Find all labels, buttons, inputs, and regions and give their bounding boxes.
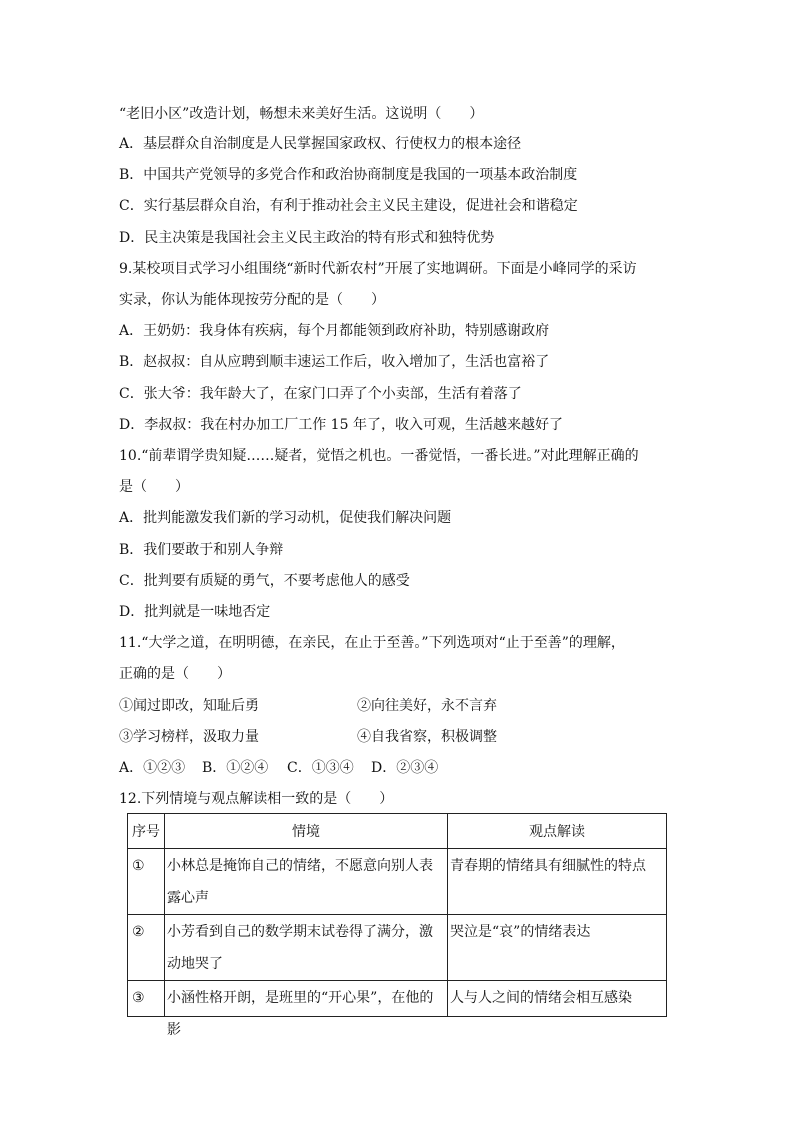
- table-row: [128, 849, 667, 915]
- q10-stem-line1: 10.“前辈谓学贵知疑……疑者，觉悟之机也。一番觉悟，一番长进。”对此理解正确的: [119, 448, 639, 464]
- q10-option-d: D．批判就是一味地否定: [119, 604, 271, 620]
- header-number: 序号: [128, 814, 165, 849]
- q10-stem-line2: 是（ ）: [119, 479, 189, 495]
- row-number: ②: [128, 915, 165, 981]
- row-number: ③: [128, 981, 165, 1017]
- row-number: ①: [128, 849, 165, 915]
- q11-answer-a: A．①②③: [119, 760, 186, 776]
- row-view: 哭泣是“哀”的情绪表达: [448, 915, 667, 981]
- table-header-row: [128, 814, 667, 849]
- q12-stem: 12.下列情境与观点解读相一致的是（ ）: [119, 791, 394, 807]
- q11-item-1: ①闻过即改，知耻后勇: [119, 698, 259, 714]
- q9-option-a: A．王奶奶：我身体有疾病，每个月都能领到政府补助，特别感谢政府: [119, 323, 550, 339]
- q9-stem-line2: 实录，你认为能体现按劳分配的是（ ）: [119, 292, 385, 308]
- q11-answer-c: C．①③④: [287, 760, 354, 776]
- q9-option-c: C．张大爷：我年龄大了，在家门口弄了个小卖部，生活有着落了: [119, 386, 522, 402]
- table-row: [128, 981, 667, 1017]
- q8-option-c: C．实行基层群众自治，有利于推动社会主义民主建设，促进社会和谐稳定: [119, 198, 578, 214]
- q12-table: [127, 813, 667, 1038]
- row-scene: [165, 981, 448, 1038]
- row-view: 人与人之间的情绪会相互感染: [448, 981, 667, 1017]
- q9-option-d: D．李叔叔：我在村办加工厂工作 15 年了，收入可观，生活越来越好了: [119, 417, 563, 433]
- q8-option-a: A．基层群众自治制度是人民掌握国家政权、行使权力的根本途径: [119, 136, 522, 152]
- q11-answer-d: D．②③④: [371, 760, 439, 776]
- row-scene: 小林总是掩饰自己的情绪，不愿意向别人表露心声: [165, 849, 448, 915]
- q11-item-2: ②向往美好，永不言弃: [357, 698, 497, 714]
- q10-option-b: B．我们要敢于和别人争辩: [119, 542, 284, 558]
- q8-stem-continuation: “老旧小区”改造计划，畅想未来美好生活。这说明（ ）: [119, 106, 484, 122]
- q11-answer-b: B．①②④: [202, 760, 269, 776]
- q10-option-c: C．批判要有质疑的勇气，不要考虑他人的感受: [119, 573, 410, 589]
- q10-option-a: A．批判能激发我们新的学习动机，促使我们解决问题: [119, 510, 452, 526]
- table-row: [128, 915, 667, 981]
- q11-item-3: ③学习榜样，汲取力量: [119, 729, 259, 745]
- row-scene: 小芳看到自己的数学期末试卷得了满分，激动地哭了: [165, 915, 448, 981]
- q11-stem-line2: 正确的是（ ）: [119, 666, 231, 682]
- header-scene: 情境: [165, 814, 448, 849]
- q8-option-d: D．民主决策是我国社会主义民主政治的特有形式和独特优势: [119, 230, 495, 246]
- q8-option-b: B．中国共产党领导的多党合作和政治协商制度是我国的一项基本政治制度: [119, 167, 578, 183]
- q9-option-b: B．赵叔叔：自从应聘到顺丰速运工作后，收入增加了，生活也富裕了: [119, 354, 550, 370]
- row-view: 青春期的情绪具有细腻性的特点: [448, 849, 667, 915]
- q11-item-4: ④自我省察，积极调整: [357, 729, 497, 745]
- header-view: 观点解读: [448, 814, 667, 849]
- row-scene-text: 小涵性格开朗，是班里的“开心果”，在他的影: [167, 990, 434, 1038]
- q9-stem-line1: 9.某校项目式学习小组围绕“新时代新农村”开展了实地调研。下面是小峰同学的采访: [119, 261, 637, 277]
- q11-stem-line1: 11.“大学之道，在明明德，在亲民，在止于至善。”下列选项对“止于至善”的理解，: [119, 635, 625, 651]
